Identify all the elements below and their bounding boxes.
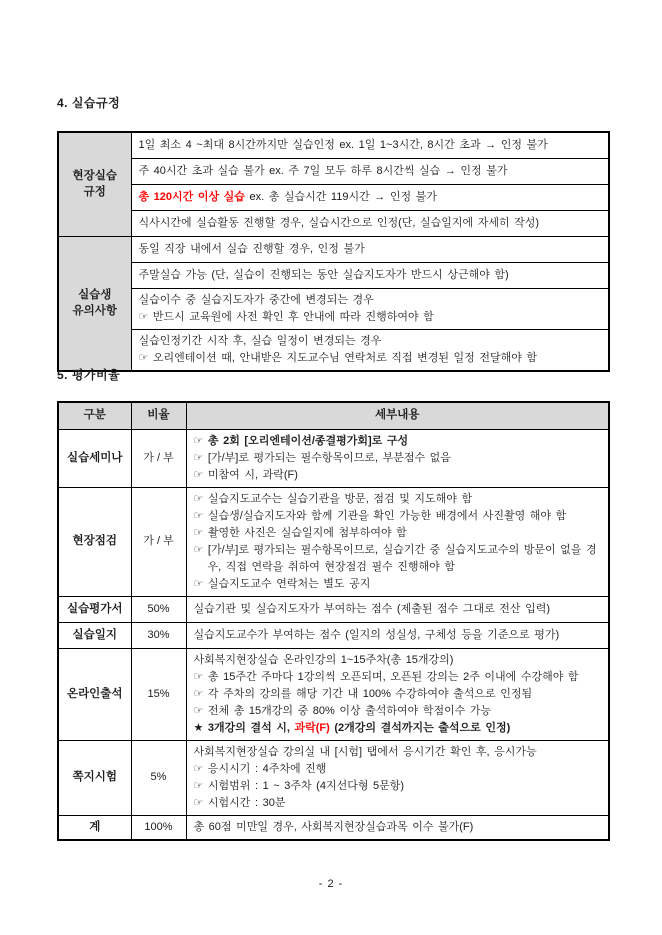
text-line: 실습이수 중 실습지도자가 중간에 변경되는 경우 <box>138 293 374 306</box>
bullet-line: ☞ 전체 총 15개강의 중 80% 이상 출석하여야 학점이수 가능 <box>193 704 492 717</box>
table-row <box>58 158 609 184</box>
table-row <box>58 184 609 210</box>
bullet-line: ☞ 각 주차의 강의를 해당 기간 내 100% 수강하여야 출석으로 인정됨 <box>193 687 533 700</box>
inspection-details <box>186 487 609 596</box>
bullet-line: ☞ 오리엔테이션 때, 안내받은 지도교수님 연락처로 직접 변경된 일정 전달해야 함 <box>138 351 538 364</box>
page-number: - 2 - <box>318 878 344 890</box>
rules-row-weekly-hours: 주 40시간 초과 실습 불가 ex. 주 7일 모두 하루 8시간씩 실습 → 인정 불가 <box>131 158 609 184</box>
header-category: 구분 <box>58 402 131 429</box>
bold-text: 총 2회 [오리엔테이션/종결평가회]로 구성 <box>207 434 409 447</box>
rules-row-schedule-change <box>131 329 609 371</box>
plain-text: ex. 총 실습시간 119시간 → 인정 불가 <box>244 190 437 203</box>
table-row-online-attendance <box>58 648 609 740</box>
rules-row-daily-hours: 1일 최소 4 ~최대 8시간까지만 실습인정 ex. 1일 1~3시간, 8시간 초과 → 인정 불가 <box>131 132 609 158</box>
bullet-line: ☞ 실습생/실습지도자와 함께 기관을 확인 가능한 배경에서 사진촬영 해야 함 <box>193 509 567 522</box>
table-row <box>58 210 609 236</box>
highlight-text: 총 120시간 이상 실습 <box>138 190 245 203</box>
table-row-evaluation-sheet <box>58 596 609 622</box>
bullet-line: ☞ 시험범위 : 1 ~ 3주차 (4지선다형 5문항) <box>193 779 405 792</box>
evaluation-ratio-table <box>57 401 610 841</box>
group-label-line: 실습생 <box>78 289 112 301</box>
bullet-line: ☞ 총 15주간 주마다 1강의씩 오픈되며, 오픈된 강의는 2주 이내에 수강해야 함 <box>193 670 579 683</box>
rules-row-weekend: 주말실습 가능 (단, 실습이 진행되는 동안 실습지도자가 반드시 상근해야 함) <box>131 262 609 288</box>
rules-group2-label-cell <box>58 236 131 371</box>
quiz-ratio: 5% <box>131 740 186 815</box>
table-row <box>58 236 609 262</box>
evaluation-sheet-details: 실습기관 및 실습지도자가 부여하는 점수 (제출된 점수 그대로 전산 입력) <box>186 596 609 622</box>
online-attendance-label: 온라인출석 <box>58 648 131 740</box>
section-5-title: 5. 평가비율 <box>57 368 121 382</box>
fail-warning-line <box>194 720 602 737</box>
bullet-line: ☞ 촬영한 사진은 실습일지에 첨부하여야 함 <box>193 526 407 539</box>
evaluation-sheet-label: 실습평가서 <box>58 596 131 622</box>
table-row-total <box>58 815 609 840</box>
table-row <box>58 329 609 371</box>
table-row-quiz <box>58 740 609 815</box>
table-row <box>58 262 609 288</box>
bullet-line <box>194 433 602 450</box>
table-row-seminar <box>58 429 609 487</box>
seminar-details <box>186 429 609 487</box>
section-4-title: 4. 실습규정 <box>57 96 121 110</box>
text-line: 실습인정기간 시작 후, 실습 일정이 변경되는 경우 <box>138 334 382 347</box>
bullet-glyph: ☞ <box>193 434 208 447</box>
inspection-ratio: 가 / 부 <box>131 487 186 596</box>
table-row <box>58 132 609 158</box>
practicum-rules-table <box>57 131 610 372</box>
bullet-line: ☞ [가/부]로 평가되는 필수항목이므로, 실습기간 중 실습지도교수의 방문이 없을 경우, 직접 연락을 취하여 현장점검 필수 진행해야 함 <box>193 543 597 573</box>
journal-ratio: 30% <box>131 622 186 648</box>
journal-label: 실습일지 <box>58 622 131 648</box>
table-row-journal <box>58 622 609 648</box>
text-line: 사회복지현장실습 온라인강의 1~15주차(총 15개강의) <box>193 653 454 666</box>
total-details: 총 60점 미만일 경우, 사회복지현장실습과목 이수 불가(F) <box>186 815 609 840</box>
group-label-line: 현장실습 <box>72 170 117 183</box>
bullet-line: ☞ 응시시기 : 4주차에 진행 <box>193 762 327 775</box>
header-ratio: 비율 <box>131 402 186 429</box>
group-label-line: 규정 <box>83 186 106 199</box>
quiz-label: 쪽지시험 <box>58 740 131 815</box>
table-row <box>58 288 609 329</box>
rules-group1-label-cell <box>58 132 131 236</box>
table-row-inspection <box>58 487 609 596</box>
rules-row-supervisor-change <box>131 288 609 329</box>
rules-row-total-hours <box>131 184 609 210</box>
group-label-line: 유의사항 <box>72 305 117 317</box>
online-attendance-details <box>186 648 609 740</box>
bold-text: (2개강의 결석까지는 출석으로 인정) <box>329 721 511 734</box>
header-details: 세부내용 <box>186 402 609 429</box>
journal-details: 실습지도교수가 부여하는 점수 (일지의 성실성, 구체성 등을 기준으로 평가) <box>186 622 609 648</box>
rules-row-same-workplace: 동일 직장 내에서 실습 진행할 경우, 인정 불가 <box>131 236 609 262</box>
bold-text: ★ 3개강의 결석 시, <box>193 721 295 734</box>
bullet-line: ☞ 시험시간 : 30분 <box>193 796 286 809</box>
text-line: 사회복지현장실습 강의실 내 [시험] 탭에서 응시기간 확인 후, 응시가능 <box>193 745 537 758</box>
bullet-line: ☞ 미참여 시, 과락(F) <box>193 468 298 481</box>
online-attendance-ratio: 15% <box>131 648 186 740</box>
total-label: 계 <box>58 815 131 840</box>
total-ratio: 100% <box>131 815 186 840</box>
highlight-text: 과락(F) <box>294 721 330 734</box>
bullet-line: ☞ [가/부]로 평가되는 필수항목이므로, 부분점수 없음 <box>193 451 451 464</box>
table-header-row <box>58 402 609 429</box>
evaluation-sheet-ratio: 50% <box>131 596 186 622</box>
bullet-line: ☞ 반드시 교육원에 사전 확인 후 안내에 따라 진행하여야 함 <box>138 310 434 323</box>
quiz-details <box>186 740 609 815</box>
inspection-label: 현장점검 <box>58 487 131 596</box>
seminar-label: 실습세미나 <box>58 429 131 487</box>
rules-row-meal-time: 식사시간에 실습활동 진행할 경우, 실습시간으로 인정(단, 실습일지에 자세히 작성) <box>131 210 609 236</box>
bullet-line: ☞ 실습지도교수는 실습기관을 방문, 점검 및 지도해야 함 <box>193 492 473 505</box>
bullet-line: ☞ 실습지도교수 연락처는 별도 공지 <box>193 577 371 590</box>
seminar-ratio: 가 / 부 <box>131 429 186 487</box>
